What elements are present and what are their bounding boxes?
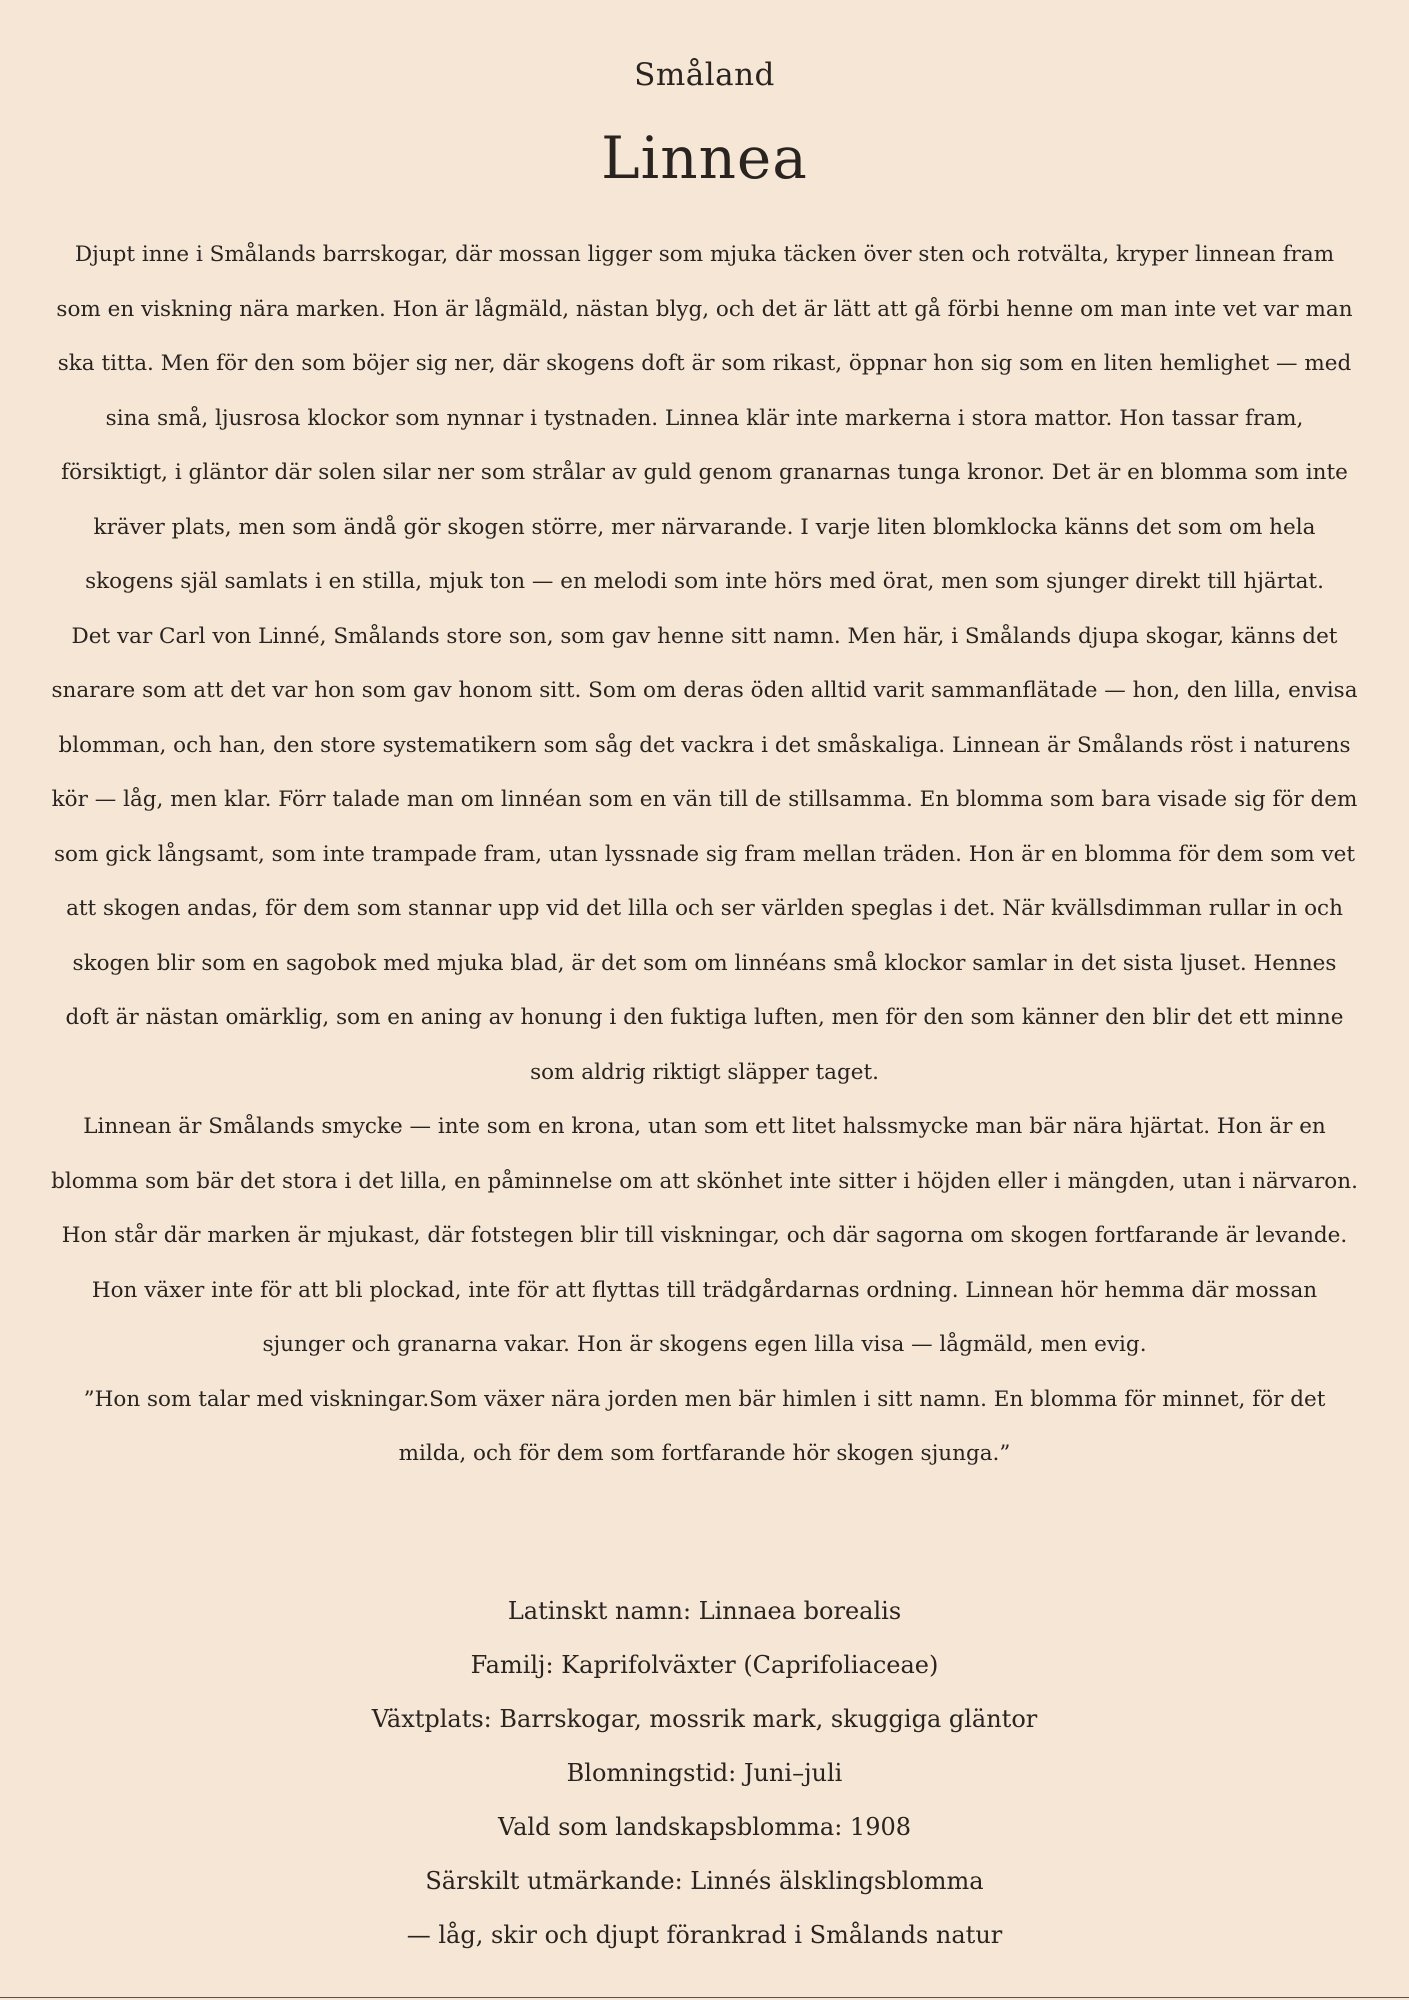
flower-title: Linnea xyxy=(601,124,808,192)
paragraph-1: Djupt inne i Smålands barrskogar, där mossan ligger som mjuka täcken över sten och rotvälta, kryper linnean fram som en viskning nära marken. Hon är lågmäld, nästan blyg, och det är lätt att gå förbi henne om man inte vet var man ska titta. Men för den som böjer sig ner, där skogens doft är som rikast, öppnar hon sig som en liten hemlighet — med sina små, ljusrosa klockor som nynnar i tystnaden. Linnea klär inte markerna i stora mattor. Hon tassar fram, försiktigt, i gläntor där solen silar ner som strålar av guld genom granarnas tunga kronor. Det är en blomma som inte kräver plats, men som ändå gör skogen större, mer närvarande. I varje liten blomklocka känns det som om hela skogens själ samlats i en stilla, mjuk ton — en melodi som inte hörs med örat, men som sjunger direkt till hjärtat. xyxy=(56,242,1353,594)
body-text xyxy=(50,228,1359,1482)
region-name: Småland xyxy=(634,57,775,93)
fact-latin-name: Latinskt namn: Linnaea borealis xyxy=(507,1597,902,1625)
fact-distinctive-continued: — låg, skir och djupt förankrad i Smålands natur xyxy=(406,1921,1003,1949)
fact-chosen-year: Vald som landskapsblomma: 1908 xyxy=(497,1813,911,1841)
paragraph-3: Linnean är Smålands smycke — inte som en krona, utan som ett litet halssmycke man bär nära hjärtat. Hon är en blomma som bär det stora i det lilla, en påminnelse om att skönhet inte sitter i höjden eller i mängden, utan i närvaron. Hon står där marken är mjukast, där fotstegen blir till viskningar, och där sagorna om skogen fortfarande är levande. Hon växer inte för att bli plockad, inte för att flyttas till trädgårdarnas ordning. Linnean hör hemma där mossan sjunger och granarna vakar. Hon är skogens egen lilla visa — lågmäld, men evig. xyxy=(51,1114,1358,1357)
quote-paragraph: ”Hon som talar med viskningar.Som växer nära jorden men bär himlen i sitt namn. En blomma för minnet, för det milda, och för dem som fortfarande hör skogen sjunga.” xyxy=(83,1386,1326,1466)
fact-bloom-time: Blomningstid: Juni–juli xyxy=(566,1759,843,1787)
fact-habitat: Växtplats: Barrskogar, mossrik mark, skuggiga gläntor xyxy=(371,1705,1038,1733)
bottom-divider xyxy=(0,1997,1409,1998)
fact-distinctive: Särskilt utmärkande: Linnés älsklingsblomma xyxy=(425,1867,984,1895)
fact-family: Familj: Kaprifolväxter (Caprifoliaceae) xyxy=(470,1651,939,1679)
facts-list xyxy=(50,1584,1359,1962)
paragraph-2: Det var Carl von Linné, Smålands store son, som gav henne sitt namn. Men här, i Smålands djupa skogar, känns det snarare som att det var hon som gav honom sitt. Som om deras öden alltid varit sammanflätade — hon, den lilla, envisa blomman, och han, den store systematikern som såg det vackra i det småskaliga. Linnean är Smålands röst i naturens kör — låg, men klar. Förr talade man om linnéan som en vän till de stillsamma. En blomma som bara visade sig för dem som gick långsamt, som inte trampade fram, utan lyssnade sig fram mellan träden. Hon är en blomma för dem som vet att skogen andas, för dem som stannar upp vid det lilla och ser världen speglas i det. När kvällsdimman rullar in och skogen blir som en sagobok med mjuka blad, är det som om linnéans små klockor samlar in det sista ljuset. Hennes doft är nästan omärklig, som en aning av honung i den fuktiga luften, men för den som känner den blir det ett minne som aldrig riktigt släpper taget. xyxy=(51,623,1358,1085)
